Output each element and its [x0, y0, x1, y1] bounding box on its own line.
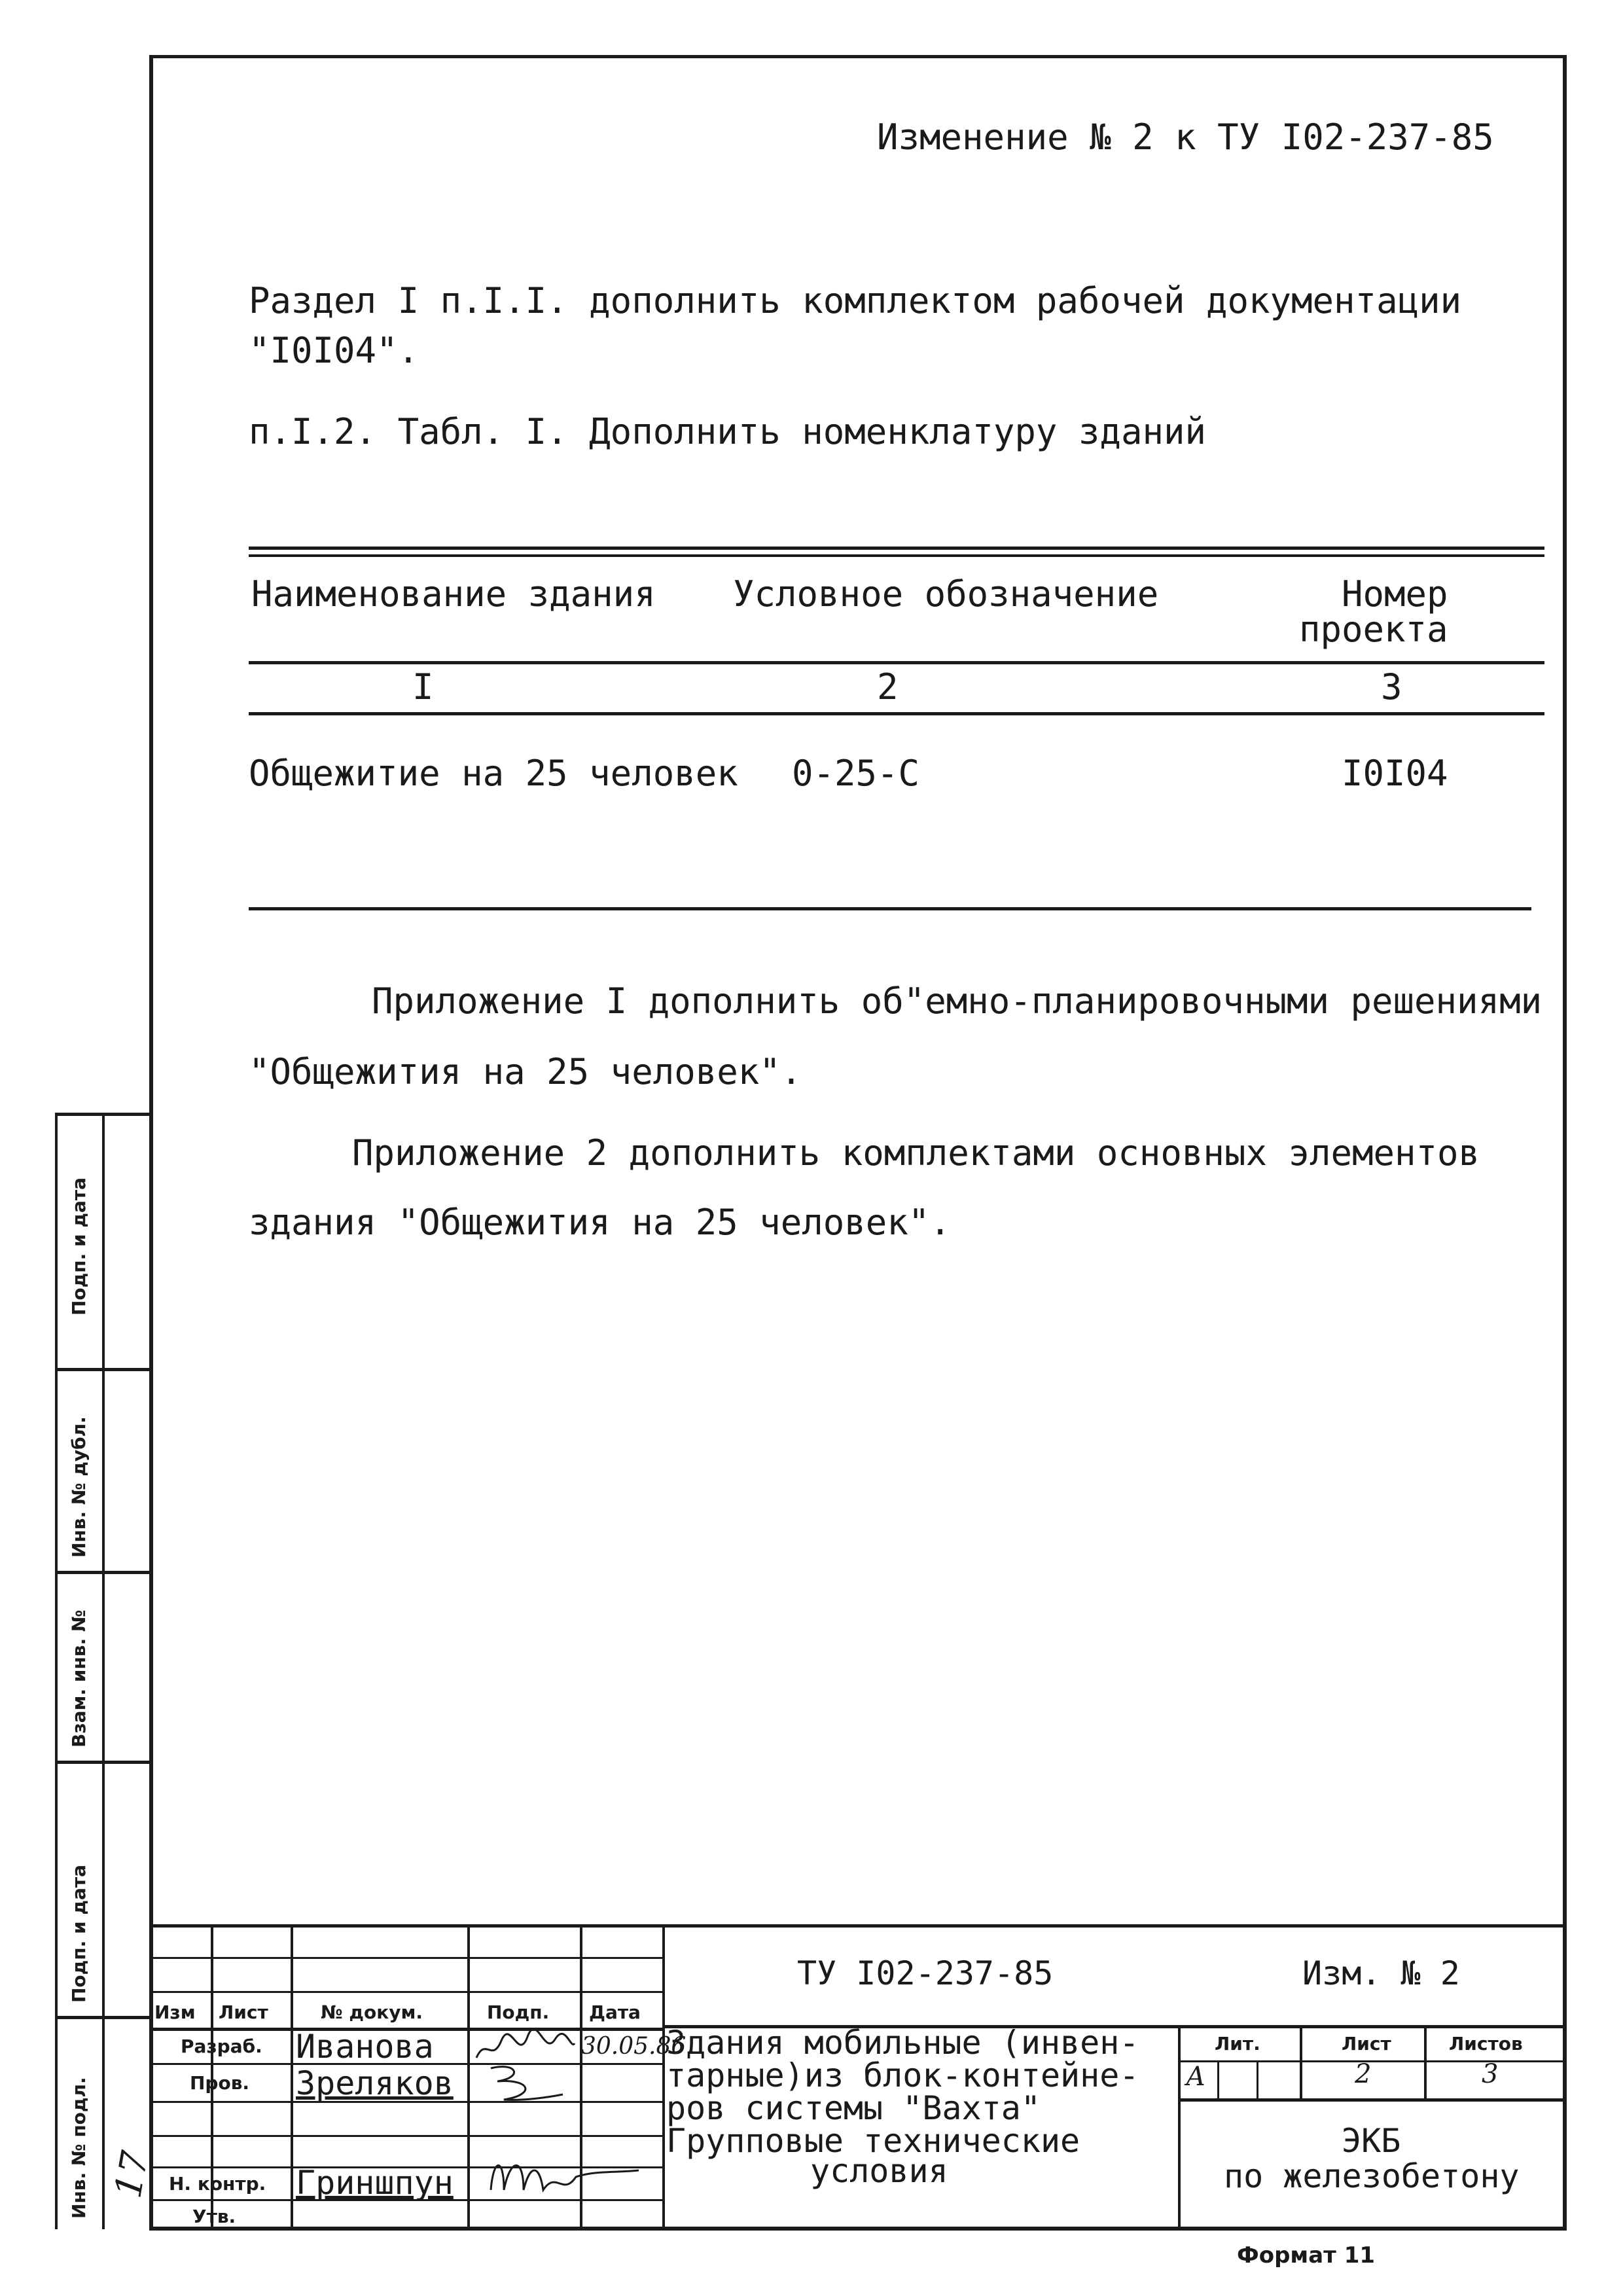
side-strip-rule-3 [55, 1761, 152, 1764]
table-col-number-3: 3 [1381, 666, 1402, 708]
side-label-orig-inv: Инв. № подл. [68, 2077, 90, 2219]
tb-sheet-header: Лист [1342, 2033, 1391, 2054]
tb-lit-header: Лит. [1215, 2033, 1260, 2054]
tb-sheets-header: Листов [1449, 2033, 1523, 2054]
tb-lit-divider [1178, 2025, 1181, 2231]
tb-lit-rule [1178, 2060, 1567, 2062]
tb-title-line-5: условия [810, 2152, 948, 2190]
paragraph-appendix-2: Приложение 2 дополнить комплектами основных элементов [352, 1132, 1480, 1174]
tb-date-developer: 30.05.86 [581, 2033, 687, 2060]
tb-role-developer: Разраб. [181, 2036, 262, 2057]
table-col-number-2: 2 [877, 666, 899, 708]
side-strip-rule-1 [55, 1368, 152, 1371]
side-strip-mid-line [102, 1113, 105, 2229]
side-strip-rule-0 [55, 1113, 152, 1116]
tb-org-line-1: ЭКБ [1342, 2122, 1401, 2160]
side-label-sign-date-2: Подп. и дата [68, 1864, 90, 2003]
table-top-rule-2 [249, 554, 1544, 557]
tb-col-signature: Подп. [487, 2001, 550, 2023]
table-header-project-number-cont: проекта [1299, 609, 1448, 650]
side-strip-left-line [55, 1113, 58, 2229]
table-header-project-number: Номер [1342, 573, 1448, 615]
signature-checker [478, 2062, 569, 2114]
tb-title-line-1: Здания мобильные (инвен- [666, 2024, 1139, 2062]
tb-lit-sub-v1 [1217, 2060, 1219, 2098]
tb-org-line-2: по железобетону [1224, 2157, 1520, 2195]
paragraph-appendix-2-cont: здания "Общежития на 25 человек". [249, 1202, 951, 1243]
tb-grid-h2 [149, 1991, 662, 1993]
table-header-rule [249, 661, 1544, 664]
paragraph-section-1-cont: "I0I04". [249, 330, 419, 371]
tb-grid-h6 [149, 2135, 662, 2137]
tb-title-line-3: ров системы "Вахта" [666, 2089, 1041, 2127]
paragraph-table-ref: п.I.2. Табл. I. Дополнить номенклатуру зданий [249, 411, 1206, 452]
tb-sheet-value: 2 [1355, 2059, 1372, 2089]
table-header-name: Наименование здания [251, 573, 656, 615]
tb-name-norm-control: Гриншпун [296, 2164, 454, 2202]
side-label-replace-inv: Взам. инв. № [68, 1609, 90, 1748]
paragraph-section-1: Раздел I п.I.I. дополнить комплектом рабочей документации [249, 280, 1462, 321]
tb-grid-v2 [291, 1924, 293, 2231]
table-numbers-rule [249, 712, 1544, 715]
tb-role-norm-control: Н. контр. [169, 2173, 266, 2195]
tb-lit-value: А [1186, 2062, 1206, 2092]
change-title: Изменение № 2 к ТУ I02-237-85 [877, 117, 1494, 158]
side-strip-rule-2 [55, 1571, 152, 1574]
tb-role-checker: Пров. [190, 2072, 250, 2094]
table-cell-designation: 0-25-С [792, 753, 920, 794]
table-top-rule [249, 547, 1544, 550]
tb-lit-rule-2 [1178, 2098, 1567, 2102]
paragraph-appendix-1-cont: "Общежития на 25 человек". [249, 1051, 802, 1092]
tb-doc-code: ТУ I02-237-85 [797, 1954, 1054, 1992]
side-strip-rule-4 [55, 2016, 152, 2019]
table-bottom-rule [249, 907, 1531, 910]
side-label-sign-date: Подп. и дата [68, 1177, 90, 1316]
tb-change-number: Изм. № 2 [1302, 1954, 1460, 1992]
tb-lit-sub-v2 [1257, 2060, 1258, 2098]
tb-col-change: Изм [154, 2001, 196, 2023]
table-header-designation: Условное обозначение [733, 573, 1159, 615]
paragraph-appendix-1: Приложение I дополнить об"емно-планировочными решениями [372, 980, 1543, 1022]
tb-grid-h1 [149, 1957, 662, 1959]
title-block-top-rule [149, 1924, 1567, 1928]
tb-title-line-4: Групповые технические [666, 2122, 1080, 2160]
tb-col-sheet: Лист [219, 2001, 268, 2023]
tb-col-date: Дата [589, 2001, 641, 2023]
title-block-divider [662, 1924, 665, 2231]
tb-title-line-2: тарные)из блок-контейне- [666, 2056, 1139, 2094]
tb-format: Формат 11 [1237, 2242, 1376, 2269]
table-cell-building: Общежитие на 25 человек [249, 753, 738, 794]
tb-grid-v3 [467, 1924, 470, 2231]
table-col-number-1: I [412, 666, 434, 708]
side-label-dup-inv: Инв. № дубл. [68, 1416, 90, 1558]
tb-col-doc-number: № докум. [321, 2001, 423, 2023]
side-handwritten-number: 17 [107, 2147, 157, 2202]
tb-name-checker: Зреляков [296, 2064, 454, 2102]
table-cell-project-number: I0I04 [1342, 753, 1448, 794]
tb-sheets-value: 3 [1482, 2059, 1499, 2089]
tb-role-approved: Утв. [192, 2206, 236, 2227]
tb-name-developer: Иванова [296, 2028, 434, 2066]
signature-norm-control [484, 2144, 641, 2203]
